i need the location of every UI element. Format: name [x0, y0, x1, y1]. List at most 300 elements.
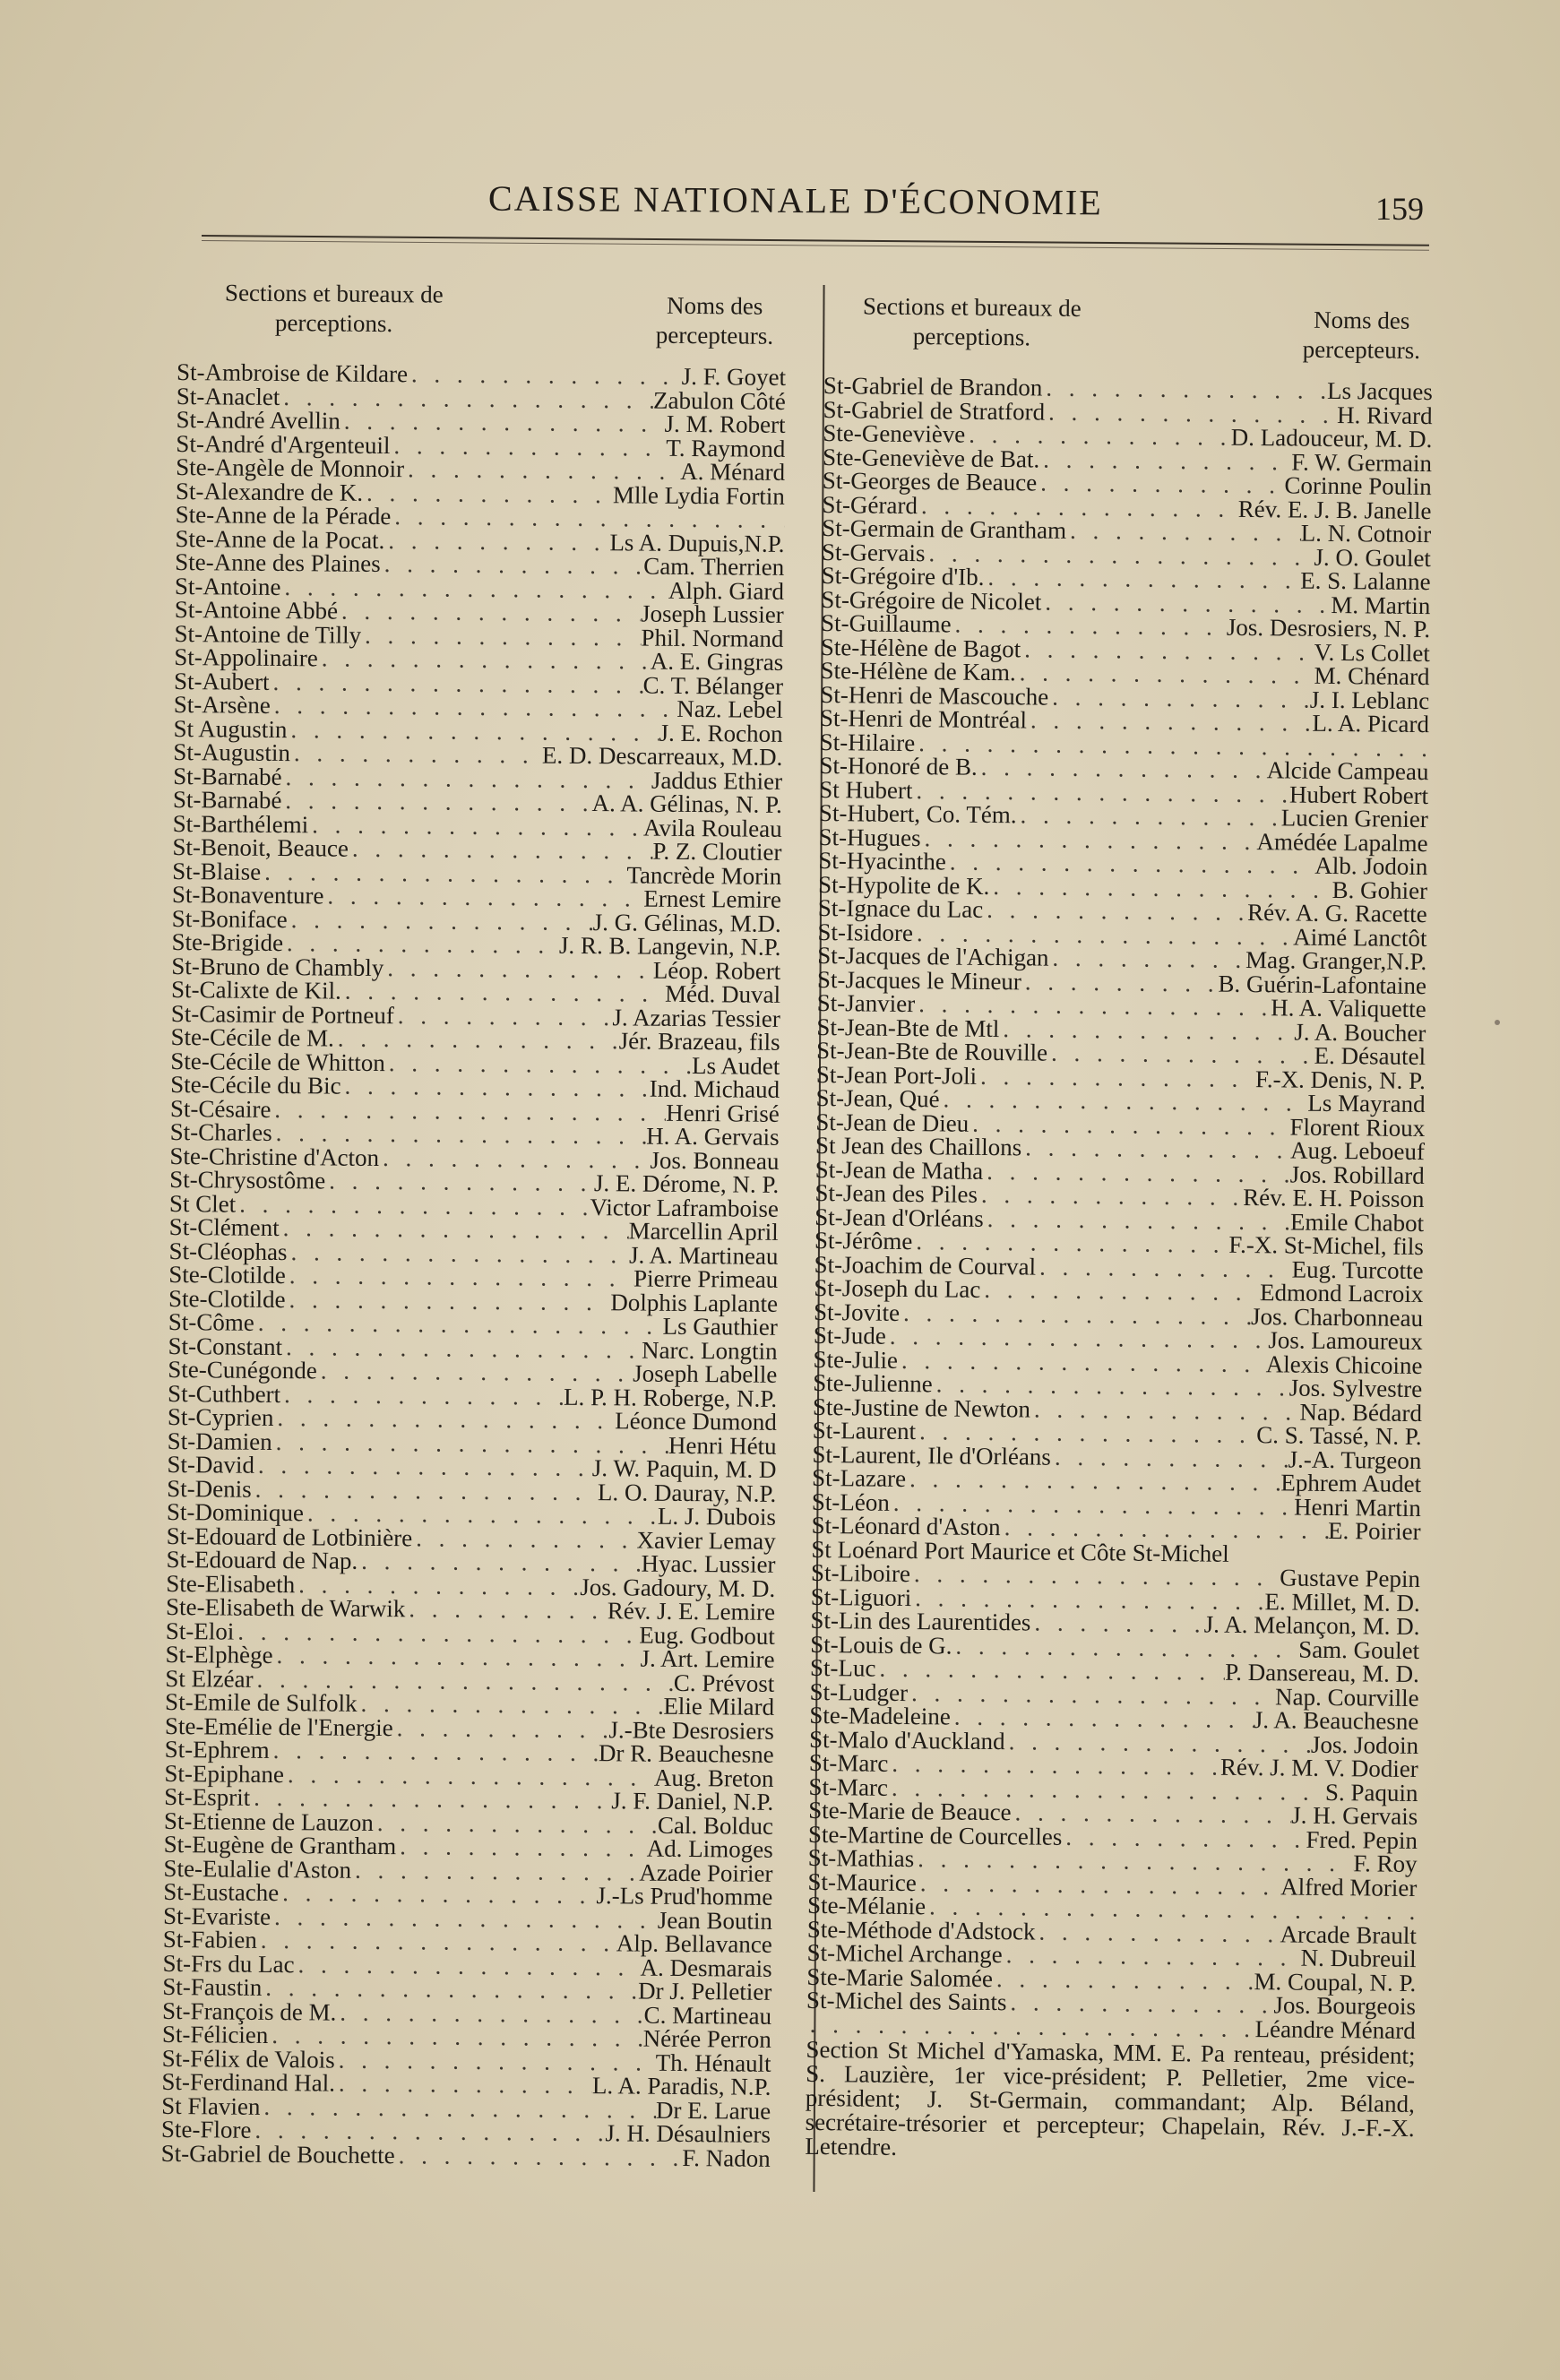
entry-section: St-Maurice: [807, 1867, 918, 1896]
entry-percepteur: Narc. Longtin: [641, 1336, 778, 1365]
entry-section: St-Aubert: [173, 667, 270, 695]
leader-dots: [1021, 637, 1314, 664]
entry-section: St-Léonard d'Aston: [811, 1511, 1001, 1541]
entry-percepteur: C. Prévost: [673, 1669, 775, 1697]
entry-section: St-Hugues: [818, 823, 921, 851]
entry-percepteur: J. R. B. Langevin, N.P.: [558, 931, 781, 961]
leader-dots: [273, 1406, 615, 1433]
entry-section: St-Barnabé: [172, 785, 282, 815]
entry-section: Ste-Elisabeth de Warwik: [165, 1592, 406, 1623]
leader-dots: [282, 1335, 642, 1362]
entry-section: St Augustin: [173, 714, 288, 743]
entry-percepteur: Dr E. Larue: [655, 2096, 771, 2125]
leader-dots: [271, 1097, 666, 1124]
leader-dots: [318, 646, 651, 673]
entry-percepteur: Jos. Jodoin: [1310, 1730, 1419, 1759]
entry-percepteur: Elie Milard: [663, 1692, 775, 1720]
entry-section: Ste-Flore: [160, 2115, 252, 2143]
leader-dots: [917, 1871, 1281, 1899]
entry-section: St-Antoine de Tilly: [174, 619, 362, 649]
leader-dots: [384, 529, 609, 555]
leader-dots: [363, 480, 613, 506]
entry-percepteur: J. Azarias Tessier: [612, 1003, 780, 1032]
entry-percepteur: Jos. Charbonneau: [1250, 1302, 1424, 1332]
entry-percepteur: Marcellin April: [628, 1217, 779, 1246]
entry-section: St-Gabriel de Stratford: [823, 395, 1046, 426]
entry-percepteur: P. Z. Cloutier: [652, 837, 782, 866]
entry-percepteur: Ls Gauthier: [662, 1312, 778, 1341]
entry-section: St-Benoit, Beauce: [172, 832, 349, 862]
entry-section: St-Janvier: [816, 988, 916, 1018]
entry-section: St-Eloi: [165, 1617, 235, 1645]
right-entry-list-2: [806, 1558, 1421, 2021]
entry-percepteur: Avila Rouleau: [642, 814, 782, 842]
leader-dots: [391, 504, 785, 531]
leader-dots: [1041, 590, 1331, 617]
wrapped-entry: St Loénard Port Maurice et Côte St-Michel: [811, 1535, 1229, 1567]
entry-section: St-Joseph du Lac: [814, 1273, 981, 1303]
entry-section: St-Antoine: [174, 572, 281, 600]
entry-percepteur: Léonce Dumond: [615, 1407, 778, 1436]
entry-percepteur: H. Rivard: [1336, 401, 1433, 429]
entry-section: St-Cléophas: [168, 1237, 288, 1265]
entry-percepteur: C. T. Bélanger: [642, 671, 784, 700]
entry-percepteur: Lucien Grenier: [1280, 804, 1429, 833]
entry-section: Ste-Mélanie: [806, 1891, 927, 1920]
leader-dots: [393, 1716, 609, 1742]
entry-percepteur: B. Guérin-Lafontaine: [1218, 970, 1427, 999]
entry-section: St-Elphège: [165, 1640, 273, 1669]
leader-dots: [294, 1953, 640, 1979]
leader-dots: [357, 1692, 663, 1718]
entry-percepteur: A. Desmarais: [640, 1953, 772, 1982]
entry-section: St-Honoré de B.: [819, 751, 978, 780]
leader-dots: [1021, 1135, 1290, 1162]
entry-percepteur: Méd. Duval: [664, 979, 781, 1008]
entry-percepteur: L. A. Picard: [1312, 709, 1430, 738]
entry-section: St-Jean Port-Joli: [815, 1060, 978, 1090]
leader-dots: [349, 837, 653, 863]
entry-percepteur: Nap. Courville: [1274, 1682, 1419, 1712]
entry-section: St-Jude: [813, 1321, 886, 1350]
leader-dots: [1016, 660, 1314, 687]
page-title: CAISSE NATIONALE D'ÉCONOMIE: [487, 177, 1103, 223]
leader-dots: [405, 1597, 608, 1622]
entry-section: Ste-Hélène de Kam.: [820, 656, 1016, 686]
entry-section: St-Ambroise de Kildare: [176, 358, 409, 388]
entry-section: St Hubert: [819, 775, 913, 804]
entry-section: St-Evariste: [162, 1901, 271, 1930]
entry-section: Ste-Brigide: [171, 927, 284, 957]
entry-section: Ste-Emélie de l'Energie: [164, 1712, 393, 1741]
entry-section: St-Antoine Abbé: [174, 595, 339, 625]
entry-percepteur: Phil. Normand: [641, 624, 784, 652]
entry-section: St-Côme: [168, 1307, 254, 1336]
leader-dots: [351, 1858, 639, 1884]
entry-section: St-Ludger: [809, 1677, 909, 1706]
entry-section: St-Constant: [168, 1332, 283, 1360]
entry-percepteur: Dolphis Laplante: [610, 1288, 779, 1317]
entry-percepteur: H. A. Gervais: [646, 1122, 780, 1151]
entry-section: St-Jean de Dieu: [815, 1108, 970, 1137]
entry-section: St-Augustin: [173, 737, 291, 767]
heading-sections: Sections et bureaux de perceptions.: [862, 292, 1082, 351]
entry-percepteur: Alcide Campeau: [1266, 756, 1429, 786]
leader-dots: [271, 1904, 658, 1931]
entry-percepteur: Eug. Turcotte: [1291, 1255, 1424, 1284]
entry-percepteur: F. Roy: [1353, 1850, 1418, 1878]
entry-section: St-Georges de Beauce: [822, 466, 1038, 496]
entry-section: St-Epiphane: [164, 1759, 285, 1788]
leader-dots: [408, 362, 682, 388]
leader-dots: [980, 1278, 1260, 1305]
entry-section: Ste-Christine d'Acton: [169, 1142, 380, 1171]
leader-dots: [317, 1358, 633, 1385]
leader-dots: [404, 457, 680, 483]
entry-percepteur: L. O. Dauray, N.P.: [597, 1478, 777, 1507]
entry-percepteur: J. A. Melançon, M. D.: [1203, 1610, 1420, 1641]
entry-percepteur: Henri Grisé: [666, 1099, 780, 1127]
entry-percepteur: Alexis Chicoine: [1265, 1350, 1423, 1379]
header-rule-thin: [202, 240, 1429, 251]
entry-section: St-Félix de Valois: [161, 2044, 335, 2074]
entry-percepteur: J. E. Dérome, N. P.: [593, 1169, 780, 1198]
entry-section: Ste-Justine de Newton: [812, 1393, 1031, 1422]
entry-section: St-André Avellin: [176, 405, 340, 435]
entry-percepteur: E. S. Lalanne: [1300, 566, 1431, 596]
entry-percepteur: Th. Hénault: [655, 2048, 771, 2077]
entry-percepteur: Dr J. Pelletier: [637, 1977, 772, 2005]
entry-section: St-Louis de G.: [810, 1630, 952, 1660]
entry-section: St-Jérôme: [814, 1226, 913, 1255]
leader-dots: [1030, 1397, 1300, 1424]
entry-percepteur: Alp. Bellavance: [616, 1929, 772, 1958]
entry-percepteur: M. Coupal, N. P.: [1254, 1967, 1417, 1996]
entry-percepteur: Rév. A. G. Racette: [1246, 898, 1427, 928]
entry-percepteur: Naz. Lebel: [677, 694, 783, 723]
leader-dots: [1048, 685, 1310, 711]
leader-dots: [993, 1967, 1254, 1994]
entry-percepteur: Hyac. Lussier: [641, 1549, 776, 1578]
entry-section: St-Esprit: [164, 1782, 251, 1811]
leader-dots: [384, 956, 653, 982]
entry-percepteur: J.-Bte Desrosiers: [608, 1715, 775, 1745]
entry-percepteur: D. Ladouceur, M. D.: [1230, 423, 1433, 453]
leader-dots: [325, 1168, 594, 1194]
leader-dots: [983, 1159, 1290, 1186]
entry-percepteur: V. Ls Collet: [1314, 638, 1430, 667]
entry-section: St-Gabriel de Brandon: [823, 371, 1043, 401]
entry-section: Ste-Madeleine: [809, 1701, 951, 1730]
leader-dots: [952, 1634, 1298, 1661]
entry-section: St-Cuthbert: [168, 1379, 281, 1408]
entry-section: St-Hilaire: [819, 728, 916, 756]
entry-section: Ste-Hélène de Bagot: [820, 633, 1021, 662]
leader-dots: [288, 908, 593, 934]
entry-section: St-Henri de Mascouche: [820, 680, 1049, 711]
entry-percepteur: S. Paquin: [1324, 1778, 1418, 1807]
leader-dots: [888, 1752, 1220, 1779]
leader-dots: [983, 898, 1247, 925]
entry-percepteur: J.-Ls Prud'homme: [596, 1882, 773, 1910]
entry-percepteur: Sam. Goulet: [1298, 1635, 1420, 1664]
entry-section: St-Gervais: [821, 538, 926, 566]
entry-section: St-Gérard: [822, 490, 918, 519]
entry-percepteur: T. Raymond: [666, 434, 786, 462]
leader-dots: [336, 2000, 644, 2026]
entry-percepteur: Nérée Perron: [642, 2024, 772, 2053]
entry-percepteur: Azade Poirier: [639, 1858, 773, 1887]
entry-section: St-Hypolite de K.: [817, 870, 990, 900]
leader-dots: [285, 1288, 610, 1315]
leader-dots: [1037, 470, 1285, 496]
entry-section: St Clet: [168, 1189, 237, 1218]
entry-section: Ste-Cécile du Bic: [170, 1070, 341, 1099]
entry-section: St-Edouard de Nap.: [166, 1545, 358, 1574]
leader-dots: [308, 813, 643, 840]
entry-percepteur: Jaddus Ethier: [651, 766, 783, 795]
entry-section: St-Blaise: [172, 857, 262, 885]
entry-percepteur: E. Poirier: [1327, 1516, 1421, 1546]
leader-dots: [260, 2094, 656, 2121]
paper-speck: [1495, 1020, 1500, 1025]
entry-percepteur: J.-A. Turgeon: [1288, 1444, 1422, 1474]
entry-section: Ste-Anne de la Pocat.: [175, 524, 385, 554]
entry-percepteur: J. H. Désaulniers: [605, 2119, 771, 2148]
leader-dots: [280, 575, 668, 602]
entry-section: St-Grégoire d'Ib.: [821, 561, 985, 591]
entry-percepteur: L. A. Paradis, N.P.: [591, 2072, 771, 2100]
entry-percepteur: J. F. Goyet: [681, 362, 787, 391]
leader-dots: [284, 1763, 654, 1789]
right-column: [805, 291, 1434, 2165]
entry-section: St-Michel Archange: [806, 1938, 1003, 1969]
entry-section: St-Bruno de Chambly: [171, 952, 384, 981]
entry-section: St-Marc: [808, 1772, 889, 1801]
leader-dots: [335, 2072, 592, 2098]
entry-section: Ste-Anne de la Pérade: [175, 500, 392, 530]
leader-dots: [280, 1216, 629, 1243]
entry-section: St-Calixte de Kil.: [170, 975, 341, 1005]
leader-dots: [1003, 1943, 1301, 1970]
leader-dots: [1042, 376, 1327, 403]
leader-dots: [412, 1526, 637, 1552]
entry-percepteur: B. Gohier: [1332, 875, 1428, 904]
entry-percepteur: Henri Martin: [1293, 1493, 1421, 1522]
entry-section: St-Mathias: [807, 1843, 915, 1873]
leader-dots: [1039, 447, 1291, 473]
entry-percepteur: Jos. Desrosiers, N. P.: [1226, 613, 1431, 643]
leader-dots: [338, 599, 641, 625]
leader-dots: [900, 1300, 1251, 1328]
leader-dots: [385, 1051, 693, 1077]
left-column-heading: [177, 278, 787, 366]
entry-section: St-Bonaventure: [171, 880, 324, 910]
entry-section: Ste-Cunégonde: [168, 1355, 317, 1384]
entry-percepteur: E. Désautel: [1314, 1041, 1426, 1071]
heading-names: Noms des percepteurs.: [1302, 306, 1421, 364]
entry-percepteur: Jos. Sylvestre: [1289, 1374, 1423, 1403]
leader-dots: [395, 2143, 683, 2169]
entry-section: St Jean des Chaillons: [814, 1131, 1022, 1161]
entry-section: Ste-Geneviève de Bat.: [822, 443, 1040, 473]
entry-section: St-Dominique: [166, 1497, 305, 1527]
entry-section: St-Lazare: [811, 1463, 907, 1493]
entry-section: St-Jean de Matha: [814, 1155, 984, 1185]
entry-section: St-Jean, Qué: [815, 1083, 940, 1113]
entry-percepteur: Henri Hétu: [668, 1431, 777, 1460]
entry-section: St-Alexandre de K.: [175, 477, 364, 506]
entry-percepteur: J. A. Boucher: [1294, 1018, 1426, 1047]
leader-dots: [340, 1074, 649, 1101]
entry-percepteur: J. Art. Lemire: [640, 1644, 775, 1673]
leader-dots: [1066, 519, 1301, 545]
leader-dots: [1036, 1255, 1292, 1281]
leader-dots: [270, 1738, 599, 1765]
entry-percepteur: Rév. E. J. B. Janelle: [1237, 495, 1432, 524]
page-number: 159: [1375, 191, 1424, 227]
entry-percepteur: Fred. Pepin: [1306, 1825, 1418, 1854]
entry-section: St-Liguori: [810, 1582, 912, 1611]
entry-percepteur: Nap. Bédard: [1299, 1398, 1423, 1427]
entry-section: St-Henri de Montréal: [819, 703, 1028, 734]
leader-dots: [1006, 1990, 1273, 2017]
entry-section: St-Liboire: [810, 1558, 911, 1588]
entry-percepteur: J. E. Rochon: [659, 719, 783, 747]
entry-section: St-Marc: [808, 1748, 889, 1777]
entry-percepteur: Ls Jacques: [1326, 376, 1434, 406]
leader-dots: [1030, 1610, 1204, 1636]
entry-section: St-Barnabé: [173, 762, 282, 790]
entry-percepteur: A. A. Gélinas, N. P.: [591, 789, 783, 818]
entry-section: Ste-Marie Salomée: [806, 1962, 994, 1992]
entry-percepteur: J. G. Gélinas, M.D.: [592, 908, 781, 937]
entry-section: Ste-Angèle de Monnoir: [176, 453, 405, 483]
entry-section: Ste-Clotilde: [168, 1284, 286, 1313]
entry-section: St-Jean d'Orléans: [814, 1203, 984, 1232]
entry-percepteur: A. E. Gingras: [650, 647, 784, 676]
entry-percepteur: M. Martin: [1331, 591, 1431, 619]
entry-section: St-Jacques le Mineur: [816, 965, 1022, 995]
leader-dots: [236, 1192, 590, 1219]
leader-dots: [984, 1206, 1290, 1233]
entry-percepteur: Corinne Poulin: [1284, 471, 1432, 501]
leader-dots: [978, 755, 1267, 782]
entry-section: St-Césaire: [169, 1094, 271, 1123]
entry-section: Ste-Clotilde: [168, 1260, 286, 1289]
entry-section: St-Jean-Bte de Mtl: [816, 1013, 1000, 1042]
list-item: [160, 2139, 771, 2172]
entry-section: St-Eustache: [163, 1877, 280, 1907]
entry-section: St-Denis: [167, 1474, 252, 1503]
leader-dots: [287, 718, 659, 745]
entry-section: St-Faustin: [162, 1972, 263, 2001]
right-entry-list: [811, 371, 1434, 1546]
entry-percepteur: Edmond Lacroix: [1259, 1279, 1424, 1308]
leader-dots: [390, 434, 666, 460]
entry-section: St-Léon: [811, 1488, 891, 1516]
leader-dots: [272, 1643, 640, 1670]
entry-section: St-Chrysostôme: [169, 1165, 326, 1194]
entry-percepteur: Jos. Bourgeois: [1273, 1991, 1417, 2021]
entry-section: St-François de M.: [161, 1996, 337, 2026]
leader-dots: [281, 765, 651, 792]
leader-dots: [875, 1657, 1225, 1685]
entry-percepteur: Arcade Brault: [1280, 1919, 1417, 1949]
entry-section: St-Barthélemi: [172, 809, 309, 838]
leader-dots: [978, 1183, 1243, 1210]
entry-section: St-Arsène: [173, 690, 271, 719]
entry-percepteur: Emile Chabot: [1289, 1208, 1425, 1237]
leader-dots: [280, 1383, 564, 1409]
entry-percepteur: P. Dansereau, M. D.: [1225, 1658, 1420, 1688]
leader-dots: [279, 1881, 596, 1908]
leader-dots: [290, 741, 542, 767]
entry-percepteur: C. S. Tassé, N. P.: [1256, 1421, 1422, 1451]
entry-section: Ste-Martine de Courcelles: [807, 1820, 1063, 1850]
leader-dots: [1027, 708, 1313, 735]
leader-dots: [1035, 1919, 1280, 1945]
entry-section: St-Jacques de l'Achigan: [817, 941, 1049, 971]
entry-percepteur: N. Dubreuil: [1300, 1944, 1417, 1973]
entry-section: St-David: [167, 1450, 255, 1479]
leader-dots: [272, 1429, 669, 1456]
entry-section: St-Germain de Grantham: [822, 513, 1067, 544]
leader-dots: [269, 669, 642, 696]
entry-percepteur: F. Nadon: [682, 2143, 771, 2172]
entry-section: St-Joachim de Courval: [814, 1250, 1037, 1281]
entry-section: St-Clément: [168, 1212, 280, 1242]
entry-percepteur: F. W. Germain: [1291, 447, 1433, 477]
entry-percepteur: J. A. Beauchesne: [1253, 1706, 1419, 1736]
entry-percepteur: J. I. Leblanc: [1309, 686, 1430, 714]
leader-dots: [989, 874, 1332, 901]
leader-dots: [281, 789, 591, 815]
entry-section: Ste-Eulalie d'Aston: [163, 1854, 352, 1884]
entry-section: St-Ignace du Lac: [817, 893, 984, 923]
entry-section: St-Félicien: [161, 2020, 269, 2048]
leader-dots: [396, 1834, 647, 1860]
entry-section: St-Fabien: [162, 1925, 257, 1953]
entry-percepteur: Ephrem Audet: [1280, 1469, 1422, 1498]
entry-section: St-Boniface: [171, 904, 288, 933]
entry-section: St-Emile de Sulfolk: [165, 1687, 358, 1717]
entry-section: Ste-Méthode d'Adstock: [806, 1915, 1036, 1945]
entry-section: Ste-Julie: [813, 1345, 899, 1374]
left-entry-list: [161, 360, 787, 2170]
entry-percepteur: Jér. Brazeau, fils: [618, 1027, 780, 1056]
entry-percepteur: Dr R. Beauchesne: [598, 1739, 774, 1768]
closing-note: Section St Michel d'Yamaska, MM. E. Pa renteau, président; S. Lauzière, 1er vice-président; P. Pelletier, 2me vice-président; J. St-Germain, commandant; Alp. Béland, secrétaire-trésorier et percepteur; Chapelain, Rév. J.-F.-X. Letendre.: [805, 2035, 1416, 2160]
entry-section: St-Charles: [169, 1117, 272, 1146]
leader-dots: [271, 694, 677, 720]
entry-percepteur: F.-X. Denis, N. P.: [1254, 1065, 1426, 1094]
entry-percepteur: L. J. Dubois: [657, 1502, 777, 1531]
entry-percepteur: Ernest Lemire: [643, 884, 782, 913]
leader-dots: [1047, 1041, 1314, 1068]
entry-percepteur: Victor Laframboise: [590, 1193, 780, 1222]
entry-section: St Flavien: [161, 2091, 261, 2120]
leader-dots: [381, 552, 644, 578]
entry-percepteur: Léop. Robert: [652, 956, 781, 985]
entry-percepteur: Gustave Pepin: [1280, 1564, 1421, 1593]
entry-percepteur: Tancrède Morin: [626, 860, 782, 890]
entry-section: Ste-Elisabeth: [166, 1569, 296, 1598]
entry-percepteur: A. Ménard: [680, 457, 786, 486]
entry-section: St-Gabriel de Bouchette: [160, 2139, 395, 2169]
leader-dots: [254, 1311, 663, 1338]
entry-section: St-Etienne de Lauzon: [163, 1807, 375, 1836]
